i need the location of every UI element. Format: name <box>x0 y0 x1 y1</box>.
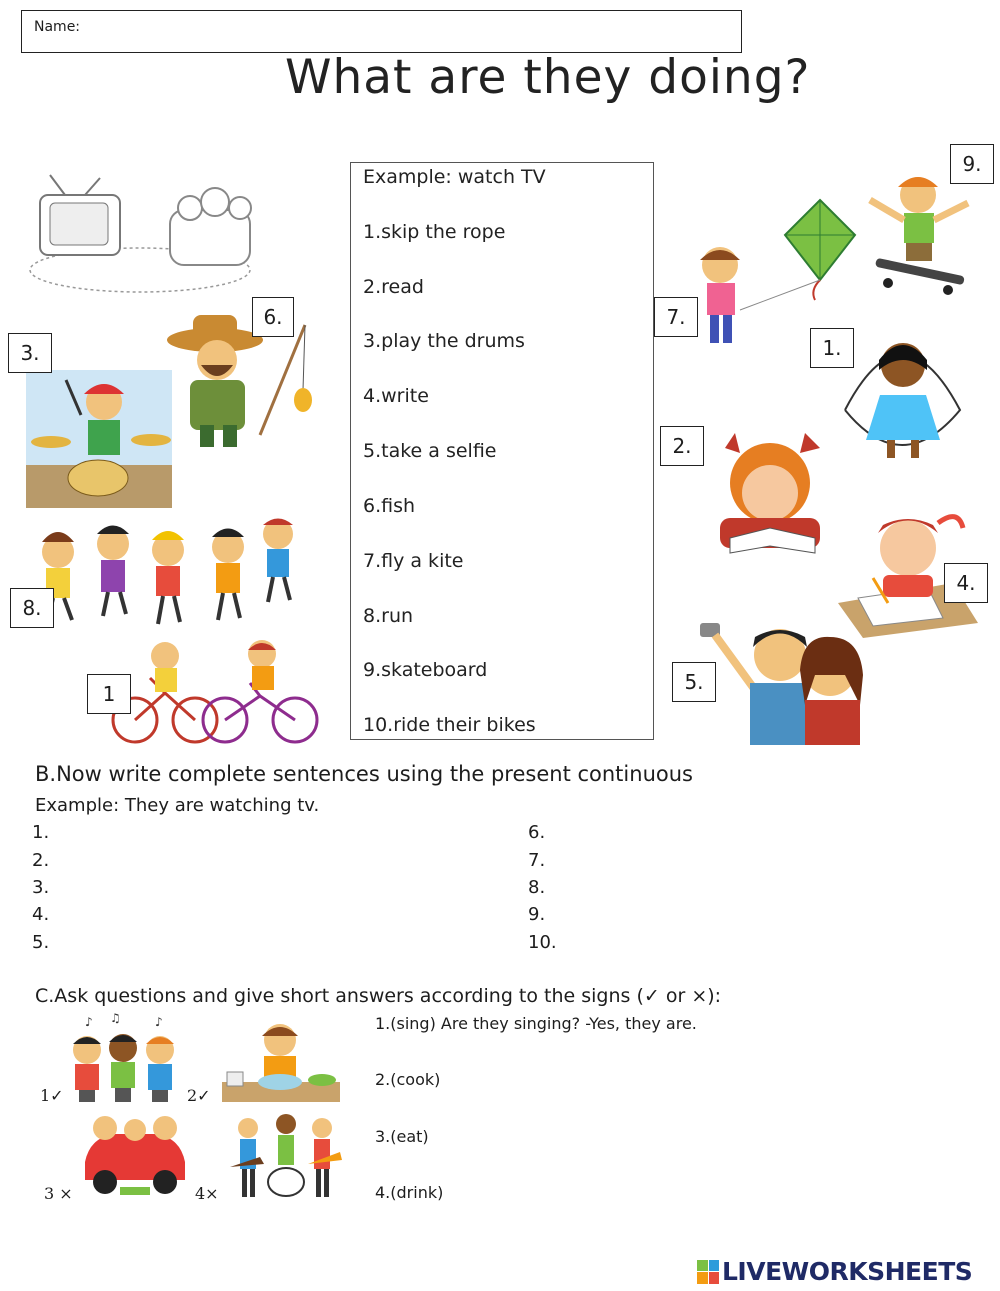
running-kids-illustration <box>28 512 300 630</box>
check-mark-2: 2✓ <box>187 1086 211 1105</box>
word-item: 8.run <box>363 605 414 627</box>
liveworksheets-logo <box>697 1257 972 1286</box>
section-b-title: B.Now write complete sentences using the present continuous <box>35 762 693 786</box>
skip-rope-illustration <box>835 330 970 465</box>
cross-mark-4: 4× <box>195 1184 219 1203</box>
question-4: 4.(drink) <box>375 1183 444 1202</box>
singing-kids-illustration <box>65 1012 185 1104</box>
sentence-number: 4. <box>32 904 50 925</box>
cross-mark-3: 3 × <box>44 1184 73 1203</box>
picture-number-box[interactable]: 1. <box>810 328 854 368</box>
sentence-number: 3. <box>32 877 50 898</box>
word-example: Example: watch TV <box>363 166 546 188</box>
sentence-number: 9. <box>528 904 546 925</box>
sentence-number: 8. <box>528 877 546 898</box>
bikes-illustration <box>110 638 322 746</box>
sentence-number: 10. <box>528 932 557 953</box>
sentence-number: 5. <box>32 932 50 953</box>
question-3: 3.(eat) <box>375 1127 429 1146</box>
svg-text:♪: ♪ <box>85 1015 93 1029</box>
word-item: 3.play the drums <box>363 330 525 352</box>
sentence-number: 7. <box>528 850 546 871</box>
word-item: 9.skateboard <box>363 659 488 681</box>
page-title: What are they doing? <box>285 50 811 105</box>
sentence-number: 1. <box>32 822 50 843</box>
picture-number-box[interactable]: 2. <box>660 426 704 466</box>
question-1: 1.(sing) Are they singing? -Yes, they are. <box>375 1014 697 1033</box>
section-b-example: Example: They are watching tv. <box>35 795 320 816</box>
picture-number-box[interactable]: 3. <box>8 333 52 373</box>
name-field[interactable] <box>21 10 742 53</box>
question-2: 2.(cook) <box>375 1070 441 1089</box>
reading-illustration <box>705 428 835 563</box>
sentence-number: 2. <box>32 850 50 871</box>
cooking-illustration <box>222 1020 340 1102</box>
word-item: 10.ride their bikes <box>363 714 536 736</box>
selfie-illustration <box>695 615 880 745</box>
picture-number-box[interactable]: 4. <box>944 563 988 603</box>
picture-number-box[interactable]: 9. <box>950 144 994 184</box>
svg-text:♫: ♫ <box>110 1012 121 1025</box>
word-item: 2.read <box>363 276 424 298</box>
check-mark-1: 1✓ <box>40 1086 64 1105</box>
picture-number-box[interactable]: 8. <box>10 588 54 628</box>
car-eating-illustration <box>75 1112 193 1197</box>
name-label: Name: <box>34 19 81 35</box>
word-item: 7.fly a kite <box>363 550 464 572</box>
word-item: 5.take a selfie <box>363 440 497 462</box>
drummer-illustration <box>26 370 172 508</box>
word-item: 4.write <box>363 385 429 407</box>
sentence-number: 6. <box>528 822 546 843</box>
skateboard-illustration <box>860 165 975 295</box>
svg-text:♪: ♪ <box>155 1015 163 1029</box>
word-item: 6.fish <box>363 495 416 517</box>
picture-number-box[interactable]: 7. <box>654 297 698 337</box>
word-item: 1.skip the rope <box>363 221 506 243</box>
picture-number-box[interactable]: 1 <box>87 674 131 714</box>
picture-number-box[interactable]: 5. <box>672 662 716 702</box>
word-list-box <box>350 162 654 740</box>
watch-tv-illustration <box>20 170 260 295</box>
picture-number-box[interactable]: 6. <box>252 297 294 337</box>
fisherman-illustration <box>165 305 320 450</box>
liveworksheets-logo-icon <box>697 1260 719 1284</box>
logo-text: LIVEWORKSHEETS <box>722 1257 973 1286</box>
section-c-title: C.Ask questions and give short answers according to the signs (✓ or ×): <box>35 985 722 1007</box>
band-illustration <box>230 1112 342 1202</box>
